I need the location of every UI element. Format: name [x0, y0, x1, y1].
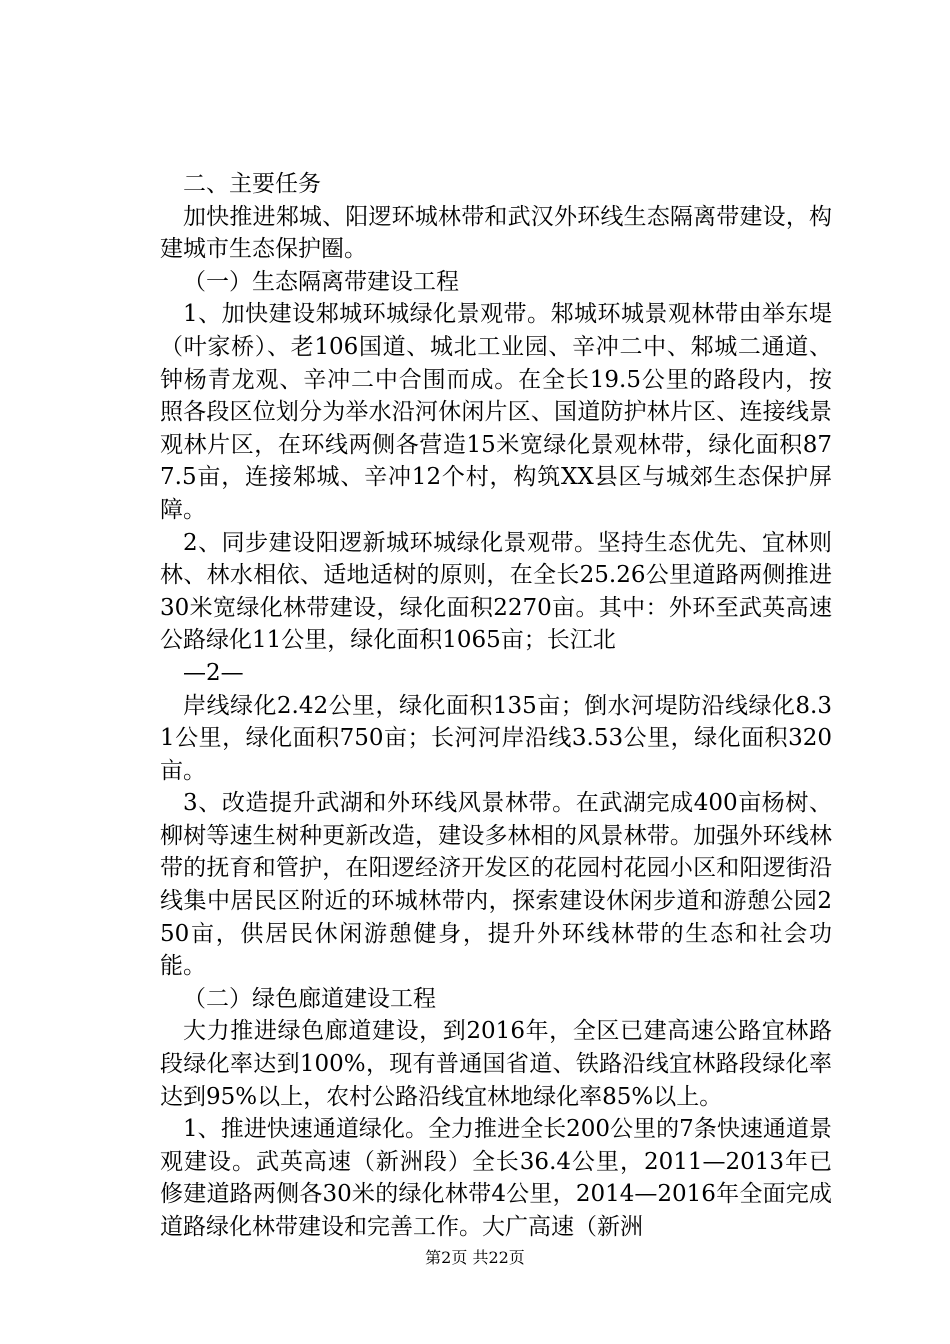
paragraph-continued: 岸线绿化2.42公里，绿化面积135亩；倒水河堤防沿线绿化8.31公里，绿化面积750亩；长河河岸沿线3.53公里，绿化面积320亩。	[160, 692, 832, 784]
section-heading-main-tasks: 二、主要任务	[183, 171, 321, 197]
subheading-eco-isolation: （一）生态隔离带建设工程	[183, 268, 459, 295]
paragraph-intro: 加快推进邾城、阳逻环城林带和武汉外环线生态隔离带建设，构建城市生态保护圈。	[160, 203, 832, 263]
paragraph-green-corridor: 大力推进绿色廊道建设，到2016年，全区已建高速公路宜林路段绿化率达到100%，现有普通国省道、铁路沿线宜林路段绿化率达到95%以上，农村公路沿线宜林地绿化率85%以上。	[160, 1018, 832, 1110]
paragraph-item-2: 2、同步建设阳逻新城环城绿化景观带。坚持生态优先、宜林则林、林水相依、适地适树的原则，在全长25.26公里道路两侧推进30米宽绿化林带建设，绿化面积2270亩。其中：外环至武英高速公路绿化11公里，绿化面积1065亩；长江北	[160, 529, 832, 654]
paragraph-item-3: 3、改造提升武湖和外环线风景林带。在武湖完成400亩杨树、柳树等速生树种更新改造，建设多林相的风景林带。加强外环线林带的抚育和管护，在阳逻经济开发区的花园村花园小区和阳逻街沿线集中居民区附近的环城林带内，探索建设休闲步道和游憩公园250亩，供居民休闲游憩健身，提升外环线林带的生态和社会功能。	[160, 790, 832, 980]
subheading-green-corridor: （二）绿色廊道建设工程	[183, 985, 436, 1012]
page-footer: 第2页 共22页	[425, 1248, 525, 1267]
document-body	[160, 168, 832, 1244]
inline-page-number: —2—	[183, 659, 244, 686]
paragraph-item-1: 1、加快建设邾城环城绿化景观带。邾城环城景观林带由举东堤（叶家桥）、老106国道、城北工业园、辛冲二中、邾城二通道、钟杨青龙观、辛冲二中合围而成。在全长19.5公里的路段内，按照各段区位划分为举水沿河休闲片区、国道防护林片区、连接线景观林片区，在环线两侧各营造15米宽绿化景观林带，绿化面积877.5亩，连接邾城、辛冲12个村，构筑XX县区与城郊生态保护屏障。	[160, 301, 832, 523]
paragraph-fast-channel: 1、推进快速通道绿化。全力推进全长200公里的7条快速通道景观建设。武英高速（新洲段）全长36.4公里，2011—2013年已修建道路两侧各30米的绿化林带4公里，2014—2016年全面完成道路绿化林带建设和完善工作。大广高速（新洲	[160, 1116, 832, 1240]
